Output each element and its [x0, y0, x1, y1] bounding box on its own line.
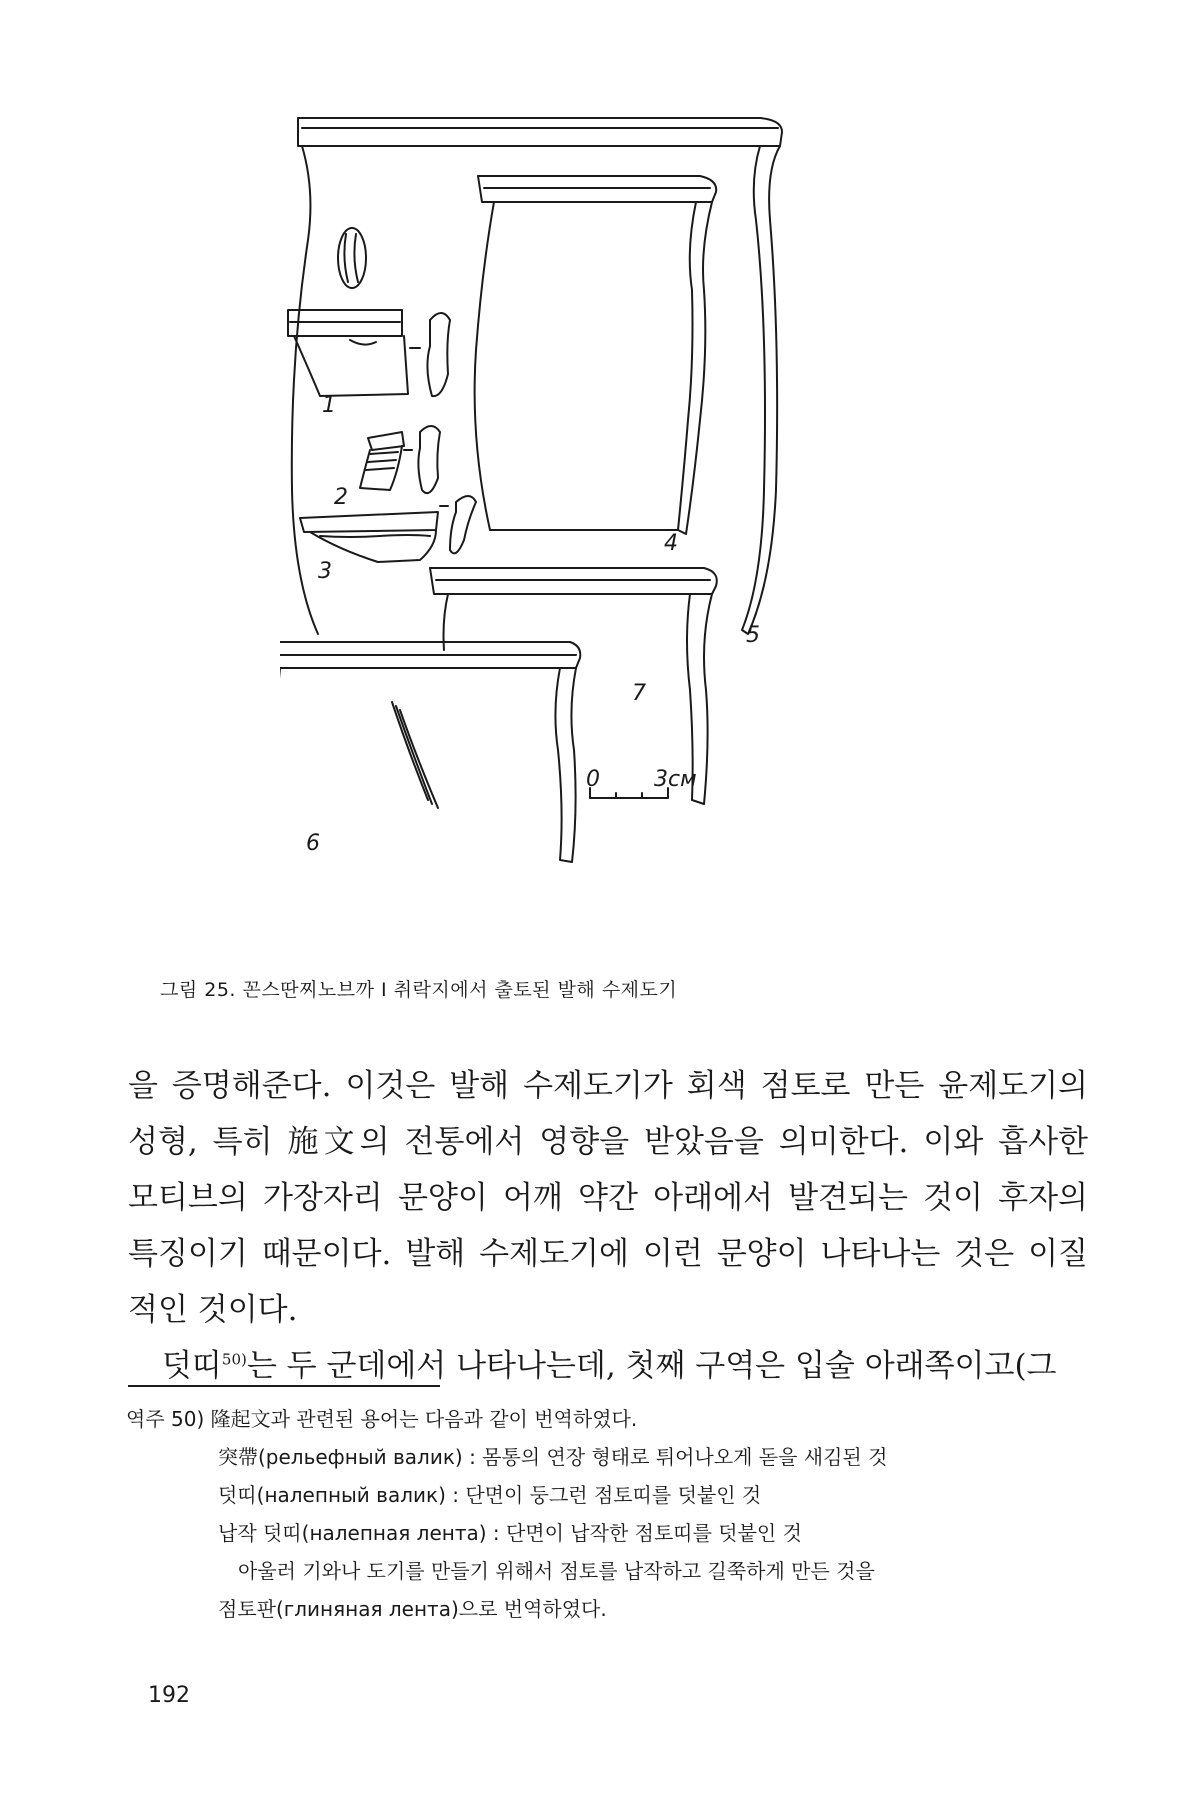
figure-25 [280, 110, 920, 970]
body-line: 성형, 특히 施文의 전통에서 영향을 받았음을 의미한다. 이와 흡사한 [128, 1124, 1088, 1160]
footnote-first-line [126, 1400, 1066, 1438]
scale-zero-label: 0 [586, 767, 600, 792]
fragment-3-drawing [300, 496, 476, 562]
footnote-label: 역주 50) [126, 1407, 205, 1431]
term-deotti: 덧띠 [162, 1348, 222, 1384]
figure-label-4: 4 [664, 531, 678, 556]
page-number: 192 [148, 1683, 190, 1708]
figure-label-3: 3 [318, 559, 332, 584]
body-line: 특징이기 때문이다. 발해 수제도기에 이런 문양이 나타나는 것은 이질 [128, 1236, 1088, 1272]
figure-label-6: 6 [306, 831, 320, 856]
footnote-term: 덧띠(налепный валик) : 단면이 둥그런 점토띠를 덧붙인 것 [218, 1483, 762, 1507]
fragment-1-drawing [288, 228, 450, 396]
vessel-4-drawing [475, 176, 717, 534]
footnote-term: 납작 덧띠(налепная лента) : 단면이 납작한 점토띠를 덧붙인 것 [218, 1521, 802, 1545]
scale-bar [586, 767, 697, 798]
body-line-rest: 는 두 군데에서 나타나는데, 첫째 구역은 입술 아래쪽이고(그 [246, 1348, 1057, 1384]
footnote-divider [128, 1385, 440, 1387]
scale-max-label: 3см [654, 767, 697, 792]
fragment-2-drawing [360, 426, 440, 493]
figure-label-2: 2 [334, 485, 348, 510]
figure-label-1: 1 [322, 393, 336, 418]
body-text [128, 1058, 1088, 1394]
footnote-term: 突帶(рельефный валик) : 몸통의 연장 형태로 튀어나오게 돋을 새김된 것 [218, 1445, 888, 1469]
body-line: 적인 것이다. [128, 1292, 298, 1328]
body-line: 모티브의 가장자리 문양이 어깨 약간 아래에서 발견되는 것이 후자의 [128, 1180, 1088, 1216]
figure-label-7: 7 [632, 681, 646, 706]
footnote-note: 점토판(глиняная лента)으로 번역하였다. [218, 1597, 607, 1621]
figure-caption: 그림 25. 꼰스딴찌노브까 Ⅰ 취락지에서 출토된 발해 수제도기 [160, 979, 678, 1001]
footnote-reference[interactable]: 50) [221, 1350, 247, 1369]
footnote [126, 1400, 1066, 1628]
vessel-5-drawing [292, 118, 782, 634]
vessel-6-drawing [280, 642, 580, 862]
figure-label-5: 5 [746, 623, 760, 648]
body-line: 을 증명해준다. 이것은 발해 수제도기가 회색 점토로 만든 윤제도기의 [128, 1068, 1088, 1104]
footnote-intro: 隆起文과 관련된 용어는 다음과 같이 번역하였다. [210, 1407, 638, 1431]
footnote-note: 아울러 기와나 도기를 만들기 위해서 점토를 납작하고 길쭉하게 만든 것을 [238, 1559, 875, 1583]
